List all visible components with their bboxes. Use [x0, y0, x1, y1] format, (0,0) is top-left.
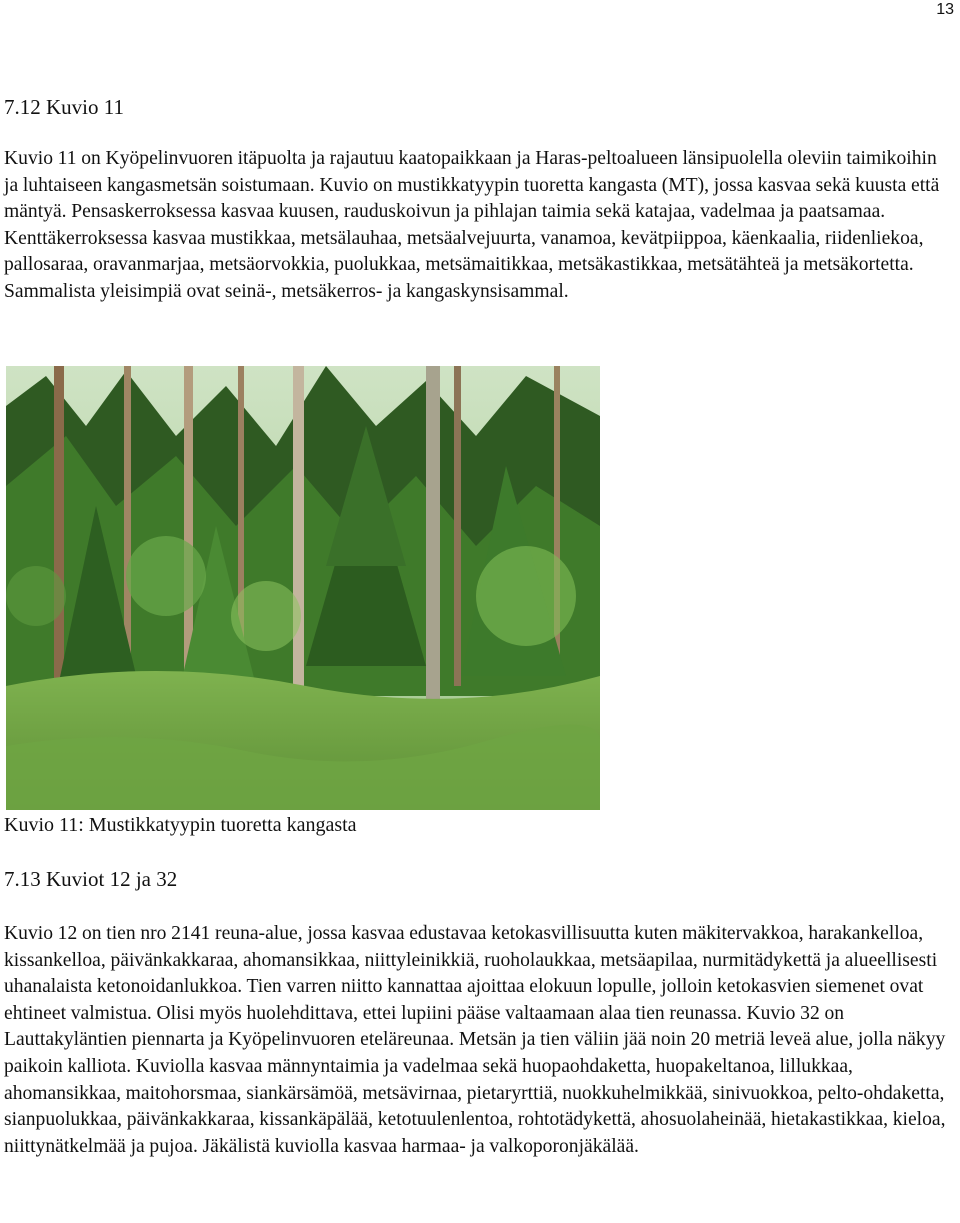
section-paragraph-kuviot-12-32: Kuvio 12 on tien nro 2141 reuna-alue, jossa kasvaa edustavaa ketokasvillisuutta kuten mäkitervakkoa, harakankelloa, kissankelloa, päivänkakkaraa, ahomansikkaa, niittyleinikkiä, ruoholaukkaa, metsäapilaa, nurmitädykettä ja alueellisesti uhanalaista ketonoidanlukkoa. Tien varren niitto kannattaa ajoittaa elokuun lopulle, jolloin ketokasvien siemenet ovat ehtineet valmistua. Olisi myös huolehdittava, ettei lupiini pääse valtaamaan alaa tien reunassa. Kuvio 32 on Lauttakyläntien piennarta ja Kyöpelinvuoren eteläreunaa. Metsän ja tien väliin jää noin 20 metriä leveä alue, jolla näkyy paikoin kalliota. Kuviolla kasvaa männyntaimia ja vadelmaa sekä huopaohdaketta, huopakeltanoa, lillukkaa, ahomansikkaa, maitohorsmaa, siankärsämöä, metsävirnaa, pietaryrttiä, nuokkuhelmikkää, sinivuokkoa, pelto-ohdaketta, sianpuolukkaa, päivänkakkaraa, kissankäpälää, ketotuulenlentoa, rohtotädykettä, ahosuolaheinää, hietakastikkaa, kieloa, niittynätkelmää ja pujoa. Jäkälistä kuviolla kasvaa harmaa- ja valkoporonjäkälää.	[4, 923, 946, 1157]
section-heading-kuvio-11: 7.12 Kuvio 11	[4, 95, 124, 119]
section-heading-kuviot-12-32: 7.13 Kuviot 12 ja 32	[4, 867, 178, 891]
forest-photo-illustration	[6, 366, 600, 810]
forest-photo	[6, 366, 600, 810]
page-number: 13	[936, 1, 954, 18]
section-paragraph-kuvio-11: Kuvio 11 on Kyöpelinvuoren itäpuolta ja rajautuu kaatopaikkaan ja Haras-peltoalueen länsipuolella oleviin taimikoihin ja luhtaiseen kangasmetsän soistumaan. Kuvio on mustikkatyypin tuoretta kangasta (MT), jossa kasvaa sekä kuusta että mäntyä. Pensaskerroksessa kasvaa kuusen, rauduskoivun ja pihlajan taimia sekä katajaa, vadelmaa ja paatsamaa. Kenttäkerroksessa kasvaa mustikkaa, metsälauhaa, metsäalvejuurta, vanamoa, kevätpiippoa, käenkaalia, riidenliekoa, pallosaraa, oravanmarjaa, metsäorvokkia, puolukkaa, metsämaitikkaa, metsäkastikkaa, metsätähteä ja metsäkortetta. Sammalista yleisimpiä ovat seinä-, metsäkerros- ja kangaskynsisammal.	[4, 148, 940, 302]
figure-caption: Kuvio 11: Mustikkatyypin tuoretta kangasta	[4, 814, 357, 836]
